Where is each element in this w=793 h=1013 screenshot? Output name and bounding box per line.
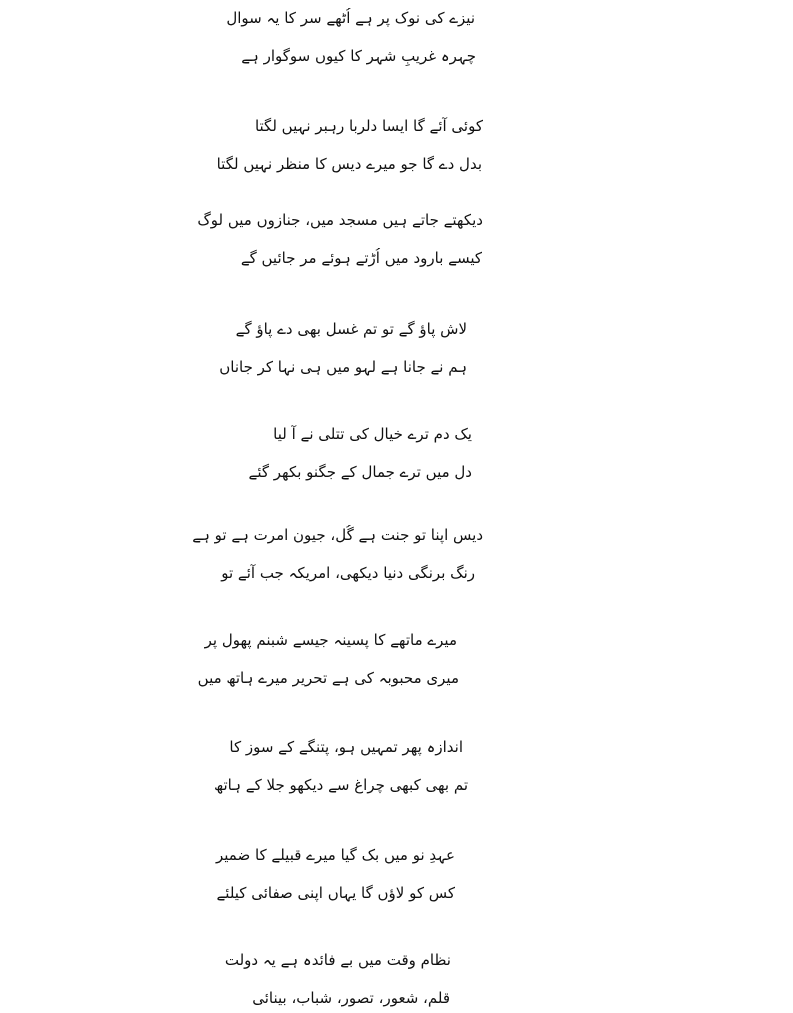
couplet-line: تم بھی کبھی چراغ سے دیکھو جلا کے ہاتھ — [214, 776, 468, 794]
couplet-line: یک دم ترے خیال کی تتلی نے آ لیا — [273, 425, 472, 443]
couplet-line: کس کو لاؤں گا یہاں اپنی صفائی کیلئے — [216, 884, 455, 902]
couplet-line: کیسے بارود میں اُڑتے ہوئے مر جائیں گے — [240, 249, 482, 267]
couplet-line: بدل دے گا جو میرے دیس کا منظر نہیں لگتا — [216, 155, 482, 173]
couplet-line: قلم، شعور، تصور، شباب، بینائی — [252, 989, 450, 1007]
couplet-line: دیس اپنا تو جنت ہے گُل، جیون امرت ہے تو ہے — [192, 526, 483, 544]
couplet-line: ہم نے جانا ہے لہو میں ہی نہا کر جاناں — [219, 358, 467, 376]
couplet-line: چہرہ غریبِ شہر کا کیوں سوگوار ہے — [241, 47, 476, 65]
couplet-line: عہدِ نو میں بک گیا میرے قبیلے کا ضمیر — [215, 846, 455, 864]
couplet-line: رنگ برنگی دنیا دیکھی، امریکہ جب آئے تو — [221, 564, 475, 582]
couplet-line: نظامِ وقت میں بے فائدہ ہے یہ دولت — [224, 951, 451, 969]
couplet-line: دل میں ترے جمال کے جگنو بکھر گئے — [248, 463, 472, 481]
couplet-line: میرے ماتھے کا پسینہ جیسے شبنم پھول پر — [204, 631, 457, 649]
couplet-line: کوئی آئے گا ایسا دلربا رہبر نہیں لگتا — [254, 117, 483, 135]
couplet-line: اندازہ پھر تمہیں ہو، پتنگے کے سوز کا — [229, 738, 463, 756]
couplet-line: نیزے کی نوک پر ہے اُٹھے سر کا یہ سوال — [226, 9, 475, 27]
couplet-line: لاش پاؤ گے تو تم غسل بھی دے پاؤ گے — [235, 320, 467, 338]
couplet-line: دیکھتے جاتے ہیں مسجد میں، جنازوں میں لوگ — [197, 211, 483, 229]
couplet-line: میری محبوبہ کی ہے تحریر میرے ہاتھ میں — [197, 669, 459, 687]
